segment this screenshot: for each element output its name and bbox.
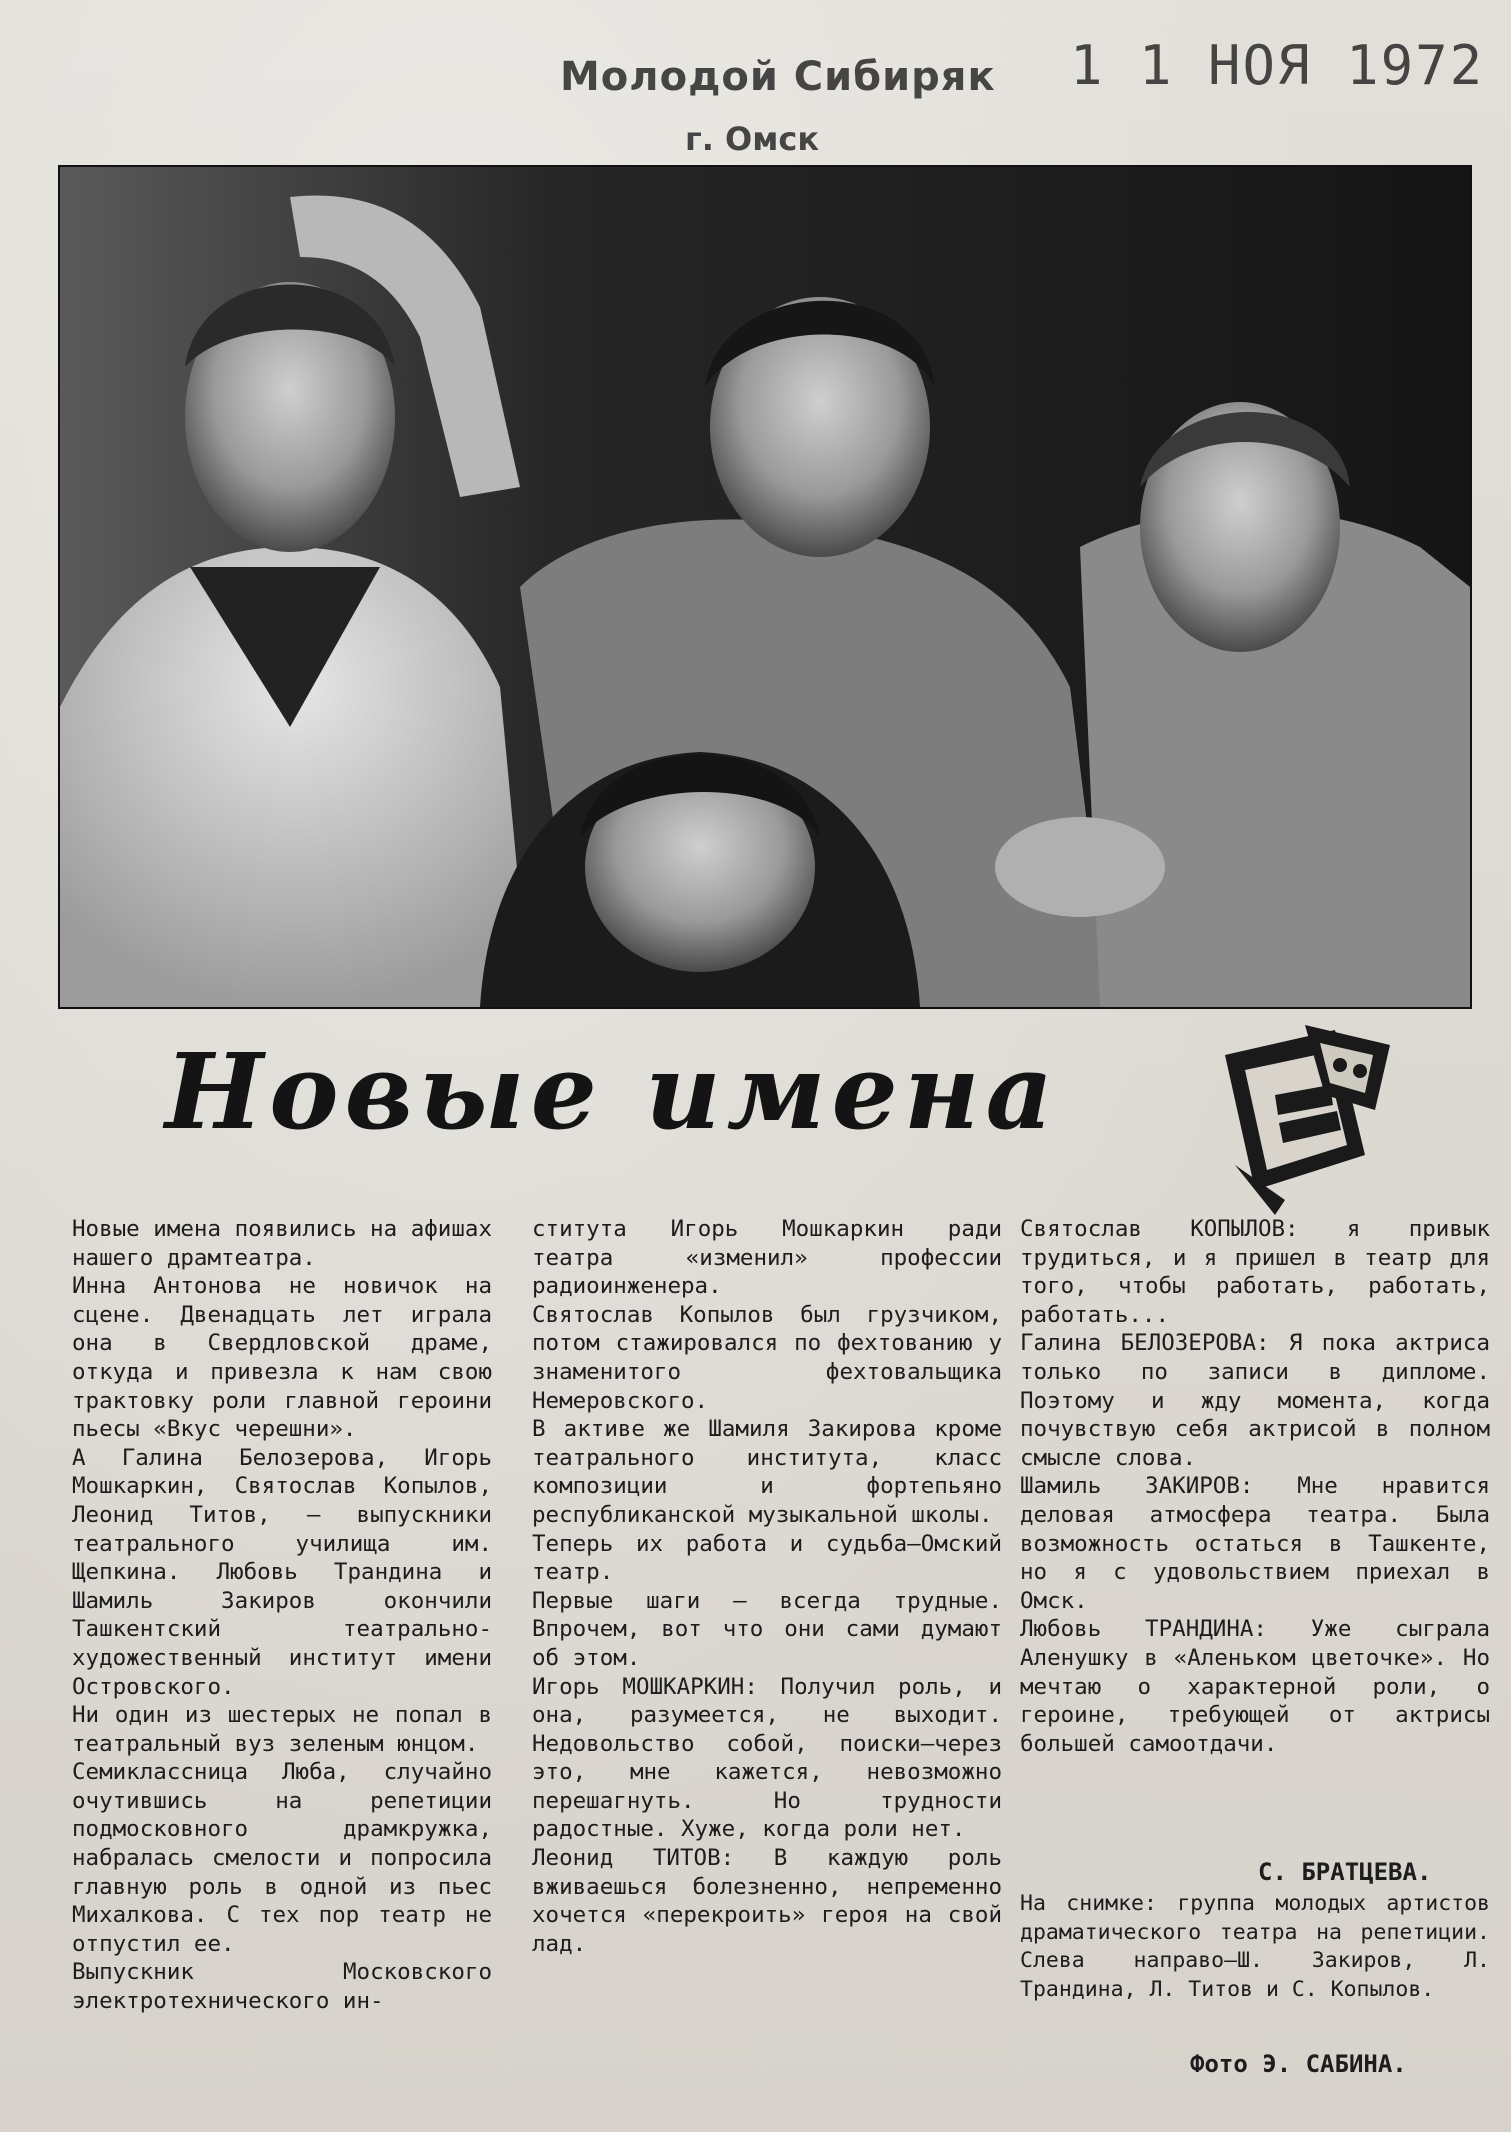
clipping-header — [520, 24, 1500, 164]
group-photo — [58, 165, 1472, 1009]
theatre-masks-icon — [1215, 1015, 1395, 1215]
date-stamp: 1 1 НОЯ 1972 — [1070, 34, 1485, 97]
article-column-3: Святослав КОПЫЛОВ: я привык трудиться, и я пришел в театр для того, чтобы работать, работать, работать... Галина БЕЛОЗЕРОВА: Я пока актриса только по записи в дипломе. Поэтому и жду момента, когда почувствую себя актрисой в полном смысле слова. Шамиль ЗАКИРОВ: Мне нравится деловая атмосфера театра. Была возможность остаться в Ташкенте, но я с удовольствием приехал в Омск. Любовь ТРАНДИНА: Уже сыграла Аленушку в «Аленьком цветочке». Но мечтаю о характерной роли, о героине, требующей от актрисы большей самоотдачи. — [1020, 1216, 1490, 1757]
newspaper-city: г. Омск — [685, 120, 820, 158]
newspaper-name: Молодой Сибиряк — [560, 54, 996, 100]
photo-credit: Фото Э. САБИНА. — [1190, 2050, 1407, 2078]
article-column-2: ститута Игорь Мошкаркин ради театра «изменил» профессии радиоинженера. Святослав Копылов был грузчиком, потом стажировался по фехтованию у знаменитого фехтовальщика Немеровского. В активе же Шамиля Закирова кроме театрального института, класс композиции и фортепьяно республиканской музыкальной школы. Теперь их работа и судьба—Омский театр. Первые шаги — всегда трудные. Впрочем, вот что они сами думают об этом. Игорь МОШКАРКИН: Получил роль, и она, разумеется, не выходит. Недовольство собой, поиски—через это, мне кажется, невозможно перешагнуть. Но трудности радостные. Хуже, когда роли нет. Леонид ТИТОВ: В каждую роль вживаешься болезненно, непременно хочется «перекроить» героя на свой лад. — [532, 1216, 1002, 1957]
group-photo-illustration — [60, 167, 1470, 1007]
article-headline: Новые имена — [165, 1030, 1059, 1153]
photo-caption: На снимке: группа молодых артистов драматического театра на репетиции. Слева направо—Ш. Закиров, Л. Трандина, Л. Титов и С. Копылов. — [1020, 1891, 1490, 2002]
author-signature: С. БРАТЦЕВА. — [1258, 1858, 1432, 1886]
article-column-1: Новые имена появились на афишах нашего драмтеатра. Инна Антонова не новичок на сцене. Двенадцать лет играла она в Свердловской драме, откуда и привезла к нам свою трактовку роли главной героини пьесы «Вкус черешни». А Галина Белозерова, Игорь Мошкаркин, Святослав Копылов, Леонид Титов, — выпускники театрального училища им. Щепкина. Любовь Трандина и Шамиль Закиров окончили Ташкентский театрально-художественный институт имени Островского. Ни один из шестерых не попал в театральный вуз зеленым юнцом. Семиклассница Люба, случайно очутившись на репетиции подмосковного драмкружка, набралась смелости и попросила главную роль в одной из пьес Михалкова. С тех пор театр не отпустил ее. Выпускник Московского электротехнического ин- — [72, 1216, 492, 2015]
